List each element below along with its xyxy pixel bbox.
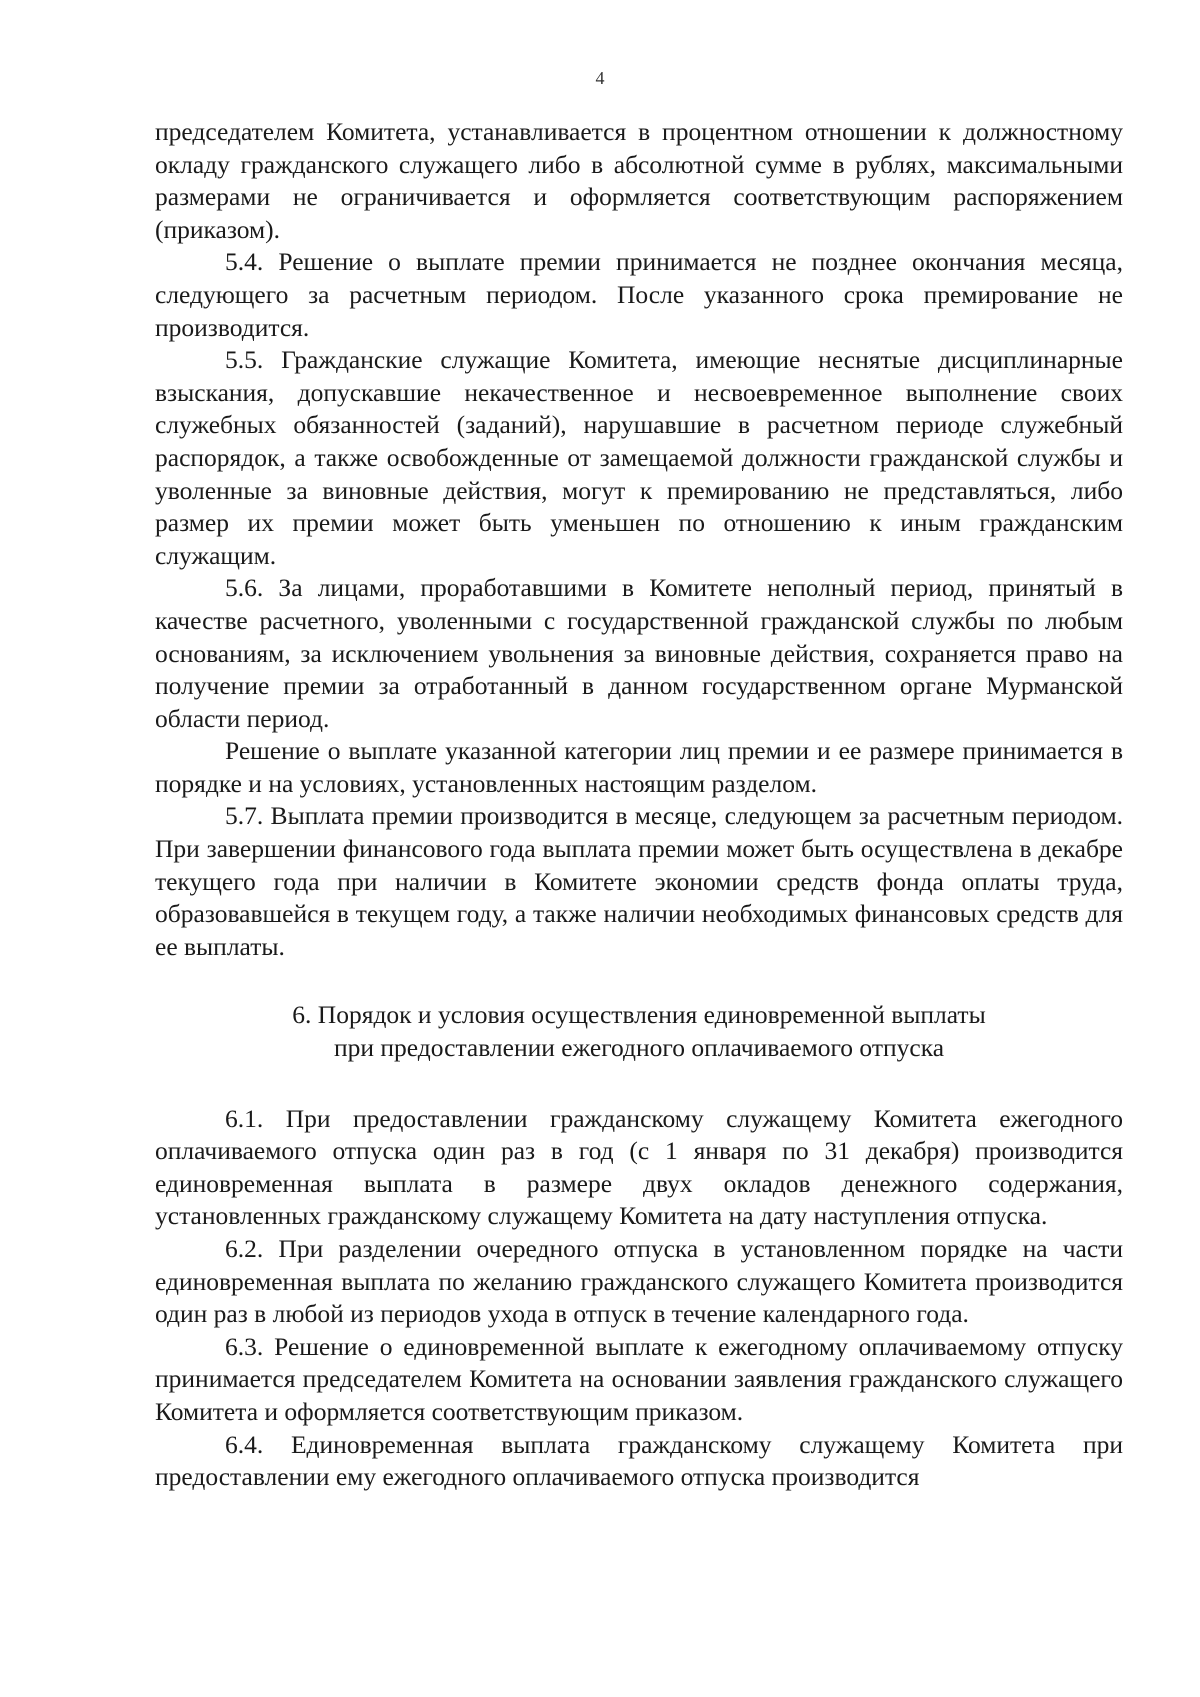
section-6-heading-line-2: при предоставлении ежегодного оплачиваемого отпуска: [333, 1033, 945, 1063]
paragraph-5-6-decision: Решение о выплате указанной категории лиц премии и ее размере принимается в порядке и на условиях, установленных настоящим разделом.: [155, 736, 1123, 798]
paragraph-6-4: 6.4. Единовременная выплата гражданскому служащему Комитета при предоставлении ему ежегодного оплачиваемого отпуска производится: [155, 1429, 1123, 1492]
paragraph-5-5: 5.5. Гражданские служащие Комитета, имеющие неснятые дисциплинарные взыскания, допускавшие некачественное и несвоевременное выполнение своих служебных обязанностей (заданий), нарушавшие в расчетном периоде служебный распорядок, а также освобожденные от замещаемой должности гражданской службы и уволенные за виновные действия, могут к премированию не представляться, либо размер их премии может быть уменьшен по отношению к иным гражданским служащим.: [155, 345, 1123, 570]
section-6-heading: [155, 999, 1123, 1064]
paragraph-5-7: 5.7. Выплата премии производится в месяце, следующем за расчетным периодом. При завершении финансового года выплата премии может быть осуществлена в декабре текущего года при наличии в Комитете экономии средств фонда оплаты труда, образовавшейся в текущем году, а также наличии необходимых финансовых средств для ее выплаты.: [155, 801, 1123, 961]
paragraph-6-2: 6.2. При разделении очередного отпуска в установленном порядке на части единовременная выплата по желанию гражданского служащего Комитета производится один раз в любой из периодов ухода в отпуск в течение календарного года.: [155, 1234, 1123, 1329]
paragraph-6-1: 6.1. При предоставлении гражданскому служащему Комитета ежегодного оплачиваемого отпуска один раз в год (с 1 января по 31 декабря) производится единовременная выплата в размере двух окладов денежного содержания, установленных гражданскому служащему Комитета на дату наступления отпуска.: [155, 1103, 1123, 1231]
paragraph-continuation: председателем Комитета, устанавливается в процентном отношении к должностному окладу гражданского служащего либо в абсолютной сумме в рублях, максимальными размерами не ограничивается и оформляется соответствующим распоряжением (приказом).: [155, 117, 1123, 244]
section-6-heading-line-1: 6. Порядок и условия осуществления единовременной выплаты: [292, 1000, 986, 1030]
document-body: [155, 116, 1123, 1494]
paragraph-6-3: 6.3. Решение о единовременной выплате к ежегодному оплачиваемому отпуску принимается председателем Комитета на основании заявления гражданского служащего Комитета и оформляется соответствующим приказом.: [155, 1331, 1123, 1426]
paragraph-5-4: 5.4. Решение о выплате премии принимается не позднее окончания месяца, следующего за расчетным периодом. После указанного срока премирование не производится.: [155, 247, 1123, 342]
page-number: 4: [595, 68, 605, 88]
paragraph-5-6: 5.6. За лицами, проработавшими в Комитете неполный период, принятый в качестве расчетного, уволенными с государственной гражданской службы по любым основаниям, за исключением увольнения за виновные действия, сохраняется право на получение премии за отработанный в данном государственном органе Мурманской области период.: [155, 573, 1123, 733]
